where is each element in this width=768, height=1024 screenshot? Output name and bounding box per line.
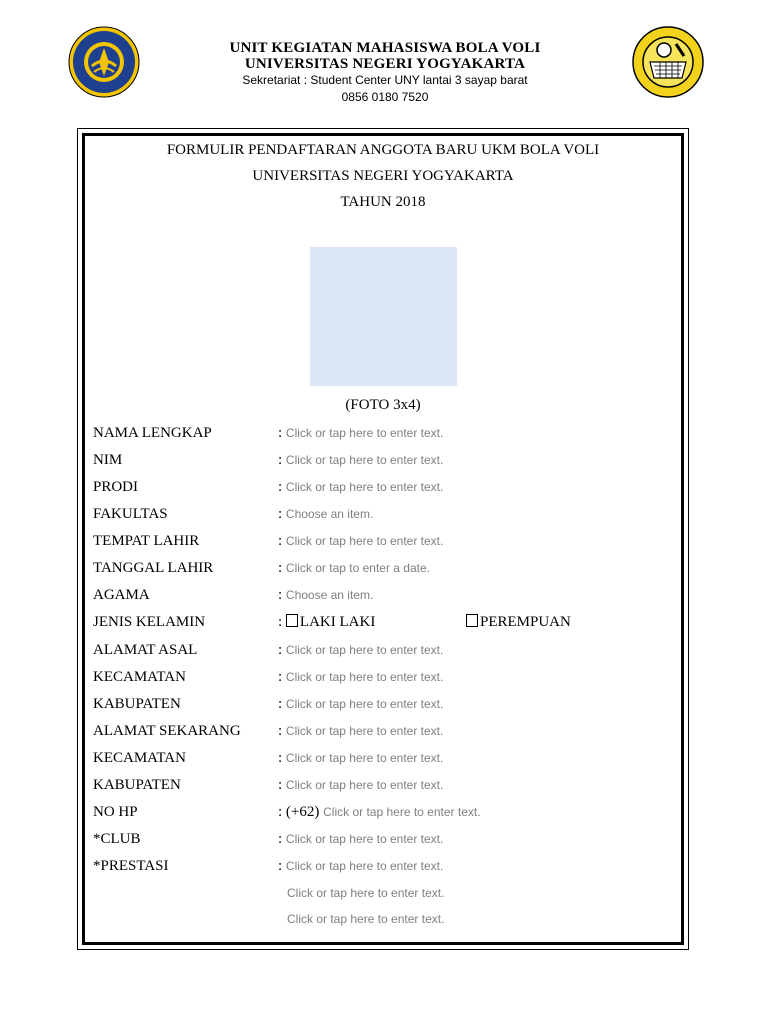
org-name: UNIT KEGIATAN MAHASISWA BOLA VOLI: [229, 40, 541, 56]
field-prodi: [93, 479, 673, 499]
text-input[interactable]: Click or tap here to enter text.: [285, 778, 444, 792]
colon: :: [278, 452, 283, 468]
field-alamat-sekarang: [93, 723, 673, 743]
colon: :: [278, 858, 283, 874]
field-alamat-asal: [93, 642, 673, 662]
text-input[interactable]: Click or tap here to enter text.: [285, 534, 444, 548]
field-club: [93, 831, 673, 851]
dropdown-select[interactable]: Choose an item.: [285, 588, 374, 602]
field-fakultas: [93, 506, 673, 526]
text-input[interactable]: Click or tap here to enter text.: [285, 480, 444, 494]
secretariat-address: Sekretariat : Student Center UNY lantai 3 sayap barat: [242, 73, 528, 87]
text-input[interactable]: Click or tap here to enter text.: [285, 697, 444, 711]
field-label: KABUPATEN: [93, 696, 181, 712]
field-label: FAKULTAS: [93, 506, 168, 522]
text-input[interactable]: Click or tap here to enter text.: [285, 724, 444, 738]
colon: :: [278, 804, 283, 820]
field-label: NIM: [93, 452, 123, 468]
prestasi-extra-input[interactable]: Click or tap here to enter text.: [287, 912, 445, 926]
text-input[interactable]: Click or tap here to enter text.: [285, 453, 444, 467]
colon: :: [278, 560, 283, 576]
colon: :: [278, 642, 283, 658]
field-kecamatan-asal: [93, 669, 673, 689]
field-prestasi: [93, 858, 673, 878]
field-label: PRODI: [93, 479, 139, 495]
photo-placeholder[interactable]: [310, 247, 457, 386]
field-label: NO HP: [93, 804, 138, 820]
field-no-hp: [93, 804, 673, 824]
field-nama-lengkap: [93, 425, 673, 445]
field-label: JENIS KELAMIN: [93, 614, 206, 630]
field-label: TANGGAL LAHIR: [93, 560, 214, 576]
option-perempuan-label: PEREMPUAN: [480, 614, 571, 630]
university-name: UNIVERSITAS NEGERI YOGYAKARTA: [244, 56, 526, 72]
field-label: NAMA LENGKAP: [93, 425, 212, 441]
text-input[interactable]: Click or tap here to enter text.: [285, 832, 444, 846]
colon: :: [278, 614, 283, 630]
letterhead: [150, 40, 620, 106]
checkbox-laki-laki[interactable]: [286, 614, 298, 627]
text-input[interactable]: Click or tap here to enter text.: [285, 751, 444, 765]
checkbox-perempuan[interactable]: [466, 614, 478, 627]
colon: :: [278, 425, 283, 441]
field-nim: [93, 452, 673, 472]
field-label: AGAMA: [93, 587, 150, 603]
form-year: TAHUN 2018: [340, 194, 426, 210]
option-laki-laki-label: LAKI LAKI: [299, 614, 376, 630]
field-label: KABUPATEN: [93, 777, 181, 793]
dropdown-select[interactable]: Choose an item.: [285, 507, 374, 521]
field-jenis-kelamin: [93, 614, 673, 634]
colon: :: [278, 696, 283, 712]
text-input[interactable]: Click or tap here to enter text.: [285, 859, 444, 873]
phone-prefix: (+62): [285, 804, 320, 820]
form-title: FORMULIR PENDAFTARAN ANGGOTA BARU UKM BOLA VOLI: [166, 142, 600, 158]
colon: :: [278, 587, 283, 603]
university-seal-icon: [68, 26, 140, 98]
field-label: *CLUB: [93, 831, 141, 847]
date-picker[interactable]: Click or tap to enter a date.: [285, 561, 430, 575]
prestasi-extra-input[interactable]: Click or tap here to enter text.: [287, 886, 445, 900]
colon: :: [278, 533, 283, 549]
text-input[interactable]: Click or tap here to enter text.: [285, 643, 444, 657]
colon: :: [278, 831, 283, 847]
colon: :: [278, 723, 283, 739]
text-input[interactable]: Click or tap here to enter text.: [285, 670, 444, 684]
colon: :: [278, 479, 283, 495]
field-kabupaten-asal: [93, 696, 673, 716]
field-label: ALAMAT ASAL: [93, 642, 198, 658]
form-university: UNIVERSITAS NEGERI YOGYAKARTA: [252, 168, 514, 184]
field-label: *PRESTASI: [93, 858, 169, 874]
text-input[interactable]: Click or tap here to enter text.: [323, 805, 481, 819]
field-tempat-lahir: [93, 533, 673, 553]
field-label: ALAMAT SEKARANG: [93, 723, 241, 739]
field-label: KECAMATAN: [93, 669, 186, 685]
field-label: KECAMATAN: [93, 750, 186, 766]
colon: :: [278, 506, 283, 522]
field-label: TEMPAT LAHIR: [93, 533, 200, 549]
phone-number: 0856 0180 7520: [341, 90, 429, 104]
colon: :: [278, 750, 283, 766]
colon: :: [278, 777, 283, 793]
field-agama: [93, 587, 673, 607]
field-tanggal-lahir: [93, 560, 673, 580]
field-kabupaten-sekarang: [93, 777, 673, 797]
field-kecamatan-sekarang: [93, 750, 673, 770]
volleyball-club-emblem-icon: [632, 26, 704, 98]
photo-caption: (FOTO 3x4): [345, 397, 421, 413]
colon: :: [278, 669, 283, 685]
text-input[interactable]: Click or tap here to enter text.: [285, 426, 444, 440]
